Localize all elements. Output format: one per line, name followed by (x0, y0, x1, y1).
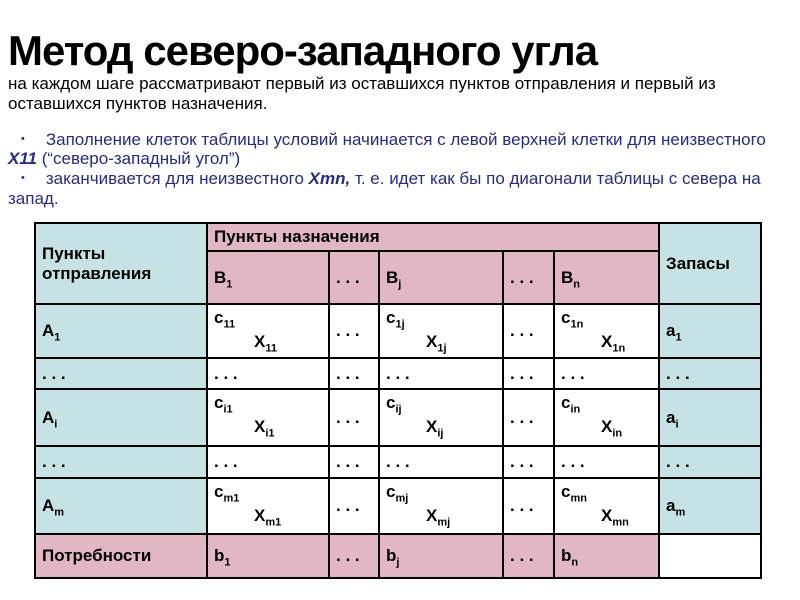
destinations-header-cell: Пункты назначения (207, 223, 659, 251)
dots-cell: . . . (503, 534, 554, 578)
demand-sub: n (571, 556, 579, 569)
row-label-sub: 1 (54, 331, 61, 344)
cost-cell (379, 389, 503, 446)
cost-cell (554, 478, 659, 534)
bullet-list (8, 129, 796, 209)
bullet-item (8, 169, 796, 207)
row-label-cell (35, 389, 207, 446)
cost-value: $c_{1j}$ (386, 308, 405, 331)
supply-sub: i (675, 417, 679, 430)
row-label-base: A (42, 407, 55, 427)
dots-cell: . . . (659, 358, 761, 389)
supply-base: a (666, 407, 676, 427)
dots-cell: . . . (503, 358, 554, 389)
empty-cell (659, 534, 761, 578)
table-row (35, 304, 761, 358)
col-header-base: B (561, 267, 574, 287)
dots-cell: . . . (329, 446, 379, 478)
cost-value: $c_{in}$ (561, 393, 581, 416)
cost-cell (554, 304, 659, 358)
table-row (35, 478, 761, 534)
cost-cell (207, 478, 329, 534)
dots-cell: . . . (35, 358, 207, 389)
dots-cell: . . . (207, 446, 329, 478)
shipment-value: $X_{mn}$ (601, 506, 629, 529)
shipment-value: $X_{11}$ (254, 332, 277, 355)
col-header-base: B (214, 267, 227, 287)
dots-cell: . . . (329, 534, 379, 578)
bullet-icon: • (21, 172, 25, 185)
supply-sub: 1 (675, 331, 682, 344)
corner-header-cell: Пункты отправления (35, 223, 207, 304)
dots-cell: . . . (329, 304, 379, 358)
dots-row (35, 358, 761, 389)
demand-sub: 1 (224, 556, 231, 569)
dots-cell: . . . (379, 358, 503, 389)
bullet-text: Заполнение клеток таблицы условий начинается с левой верхней клетки для неизвестного (45, 130, 766, 149)
dots-cell: . . . (503, 251, 554, 304)
demand-sub: j (396, 556, 400, 569)
needs-header-cell: Потребности (35, 534, 207, 578)
dots-cell: . . . (503, 478, 554, 534)
row-label-base: A (42, 321, 55, 340)
demand-cell (554, 534, 659, 578)
dots-cell: . . . (503, 304, 554, 358)
shipment-value: $X_{i1}$ (254, 417, 275, 440)
col-header-cell (554, 251, 659, 304)
cost-cell (554, 389, 659, 446)
col-header-sub: j (398, 277, 402, 290)
bullet-emphasis: Х11 (8, 149, 37, 169)
col-header-sub: n (573, 277, 581, 290)
dots-cell: . . . (554, 358, 659, 389)
row-label-base: A (42, 496, 55, 515)
demand-base: b (561, 546, 572, 565)
bullet-text: заканчивается для неизвестного (45, 169, 309, 189)
supply-sub: m (675, 506, 686, 519)
demand-base: b (214, 546, 225, 565)
col-header-sub: 1 (226, 277, 233, 290)
bullet-emphasis: Хmn, (308, 169, 351, 189)
dots-cell: . . . (329, 251, 379, 304)
table-row (35, 389, 761, 446)
cost-value: $c_{mj}$ (386, 482, 409, 505)
intro-text: на каждом шаге рассматривают первый из оставшихся пунктов отправления и первый из оставшихся пунктов назначения. (8, 74, 716, 114)
dots-cell: . . . (503, 446, 554, 478)
supply-cell (659, 389, 761, 446)
row-label-cell (35, 304, 207, 358)
col-header-base: B (386, 267, 399, 287)
bullet-item (8, 130, 796, 168)
supply-cell (659, 304, 761, 358)
shipment-value: $X_{ij}$ (426, 417, 444, 440)
cost-value: $c_{1n}$ (561, 308, 584, 331)
shipment-value: $X_{1n}$ (601, 332, 626, 355)
cost-value: $c_{m1}$ (214, 482, 240, 505)
shipment-value: $X_{in}$ (601, 417, 623, 440)
demand-cell (207, 534, 329, 578)
cost-cell (207, 389, 329, 446)
shipment-value: $X_{mj}$ (426, 506, 451, 529)
row-label-cell (35, 478, 207, 534)
table-footer-row (35, 534, 761, 578)
demand-base: b (386, 546, 397, 565)
demand-cell (379, 534, 503, 578)
supplies-header-cell: Запасы (659, 223, 761, 304)
cost-value: $c_{mn}$ (561, 482, 587, 505)
row-label-sub: i (54, 417, 58, 430)
slide-title: Метод северо-западного угла (8, 27, 598, 75)
col-header-cell (379, 251, 503, 304)
bullet-icon: • (21, 133, 25, 145)
dots-cell: . . . (329, 389, 379, 446)
supply-base: a (666, 496, 676, 515)
row-label-sub: m (54, 506, 65, 519)
bullet-text: (“северо-западный угол”) (37, 149, 241, 169)
col-header-cell (207, 251, 329, 304)
dots-cell: . . . (554, 446, 659, 478)
dots-cell: . . . (659, 446, 761, 478)
cost-cell (379, 478, 503, 534)
shipment-value: $X_{1j}$ (426, 332, 447, 355)
cost-value: $c_{i1}$ (214, 393, 233, 416)
dots-cell: . . . (35, 446, 207, 478)
dots-cell: . . . (329, 358, 379, 389)
dots-cell: . . . (207, 358, 329, 389)
cost-cell (379, 304, 503, 358)
bullet-text: т. е. идет как бы по диагонали таблицы с севера на запад. (8, 169, 761, 208)
cost-value: $c_{ij}$ (386, 393, 402, 416)
dots-row (35, 446, 761, 478)
transport-table (34, 222, 762, 579)
supply-base: a (666, 321, 676, 340)
cost-cell (207, 304, 329, 358)
cost-value: $c_{11}$ (214, 308, 236, 331)
dots-cell: . . . (379, 446, 503, 478)
dots-cell: . . . (503, 389, 554, 446)
shipment-value: $X_{m1}$ (254, 506, 282, 529)
table-header-row (35, 223, 761, 251)
supply-cell (659, 478, 761, 534)
dots-cell: . . . (329, 478, 379, 534)
